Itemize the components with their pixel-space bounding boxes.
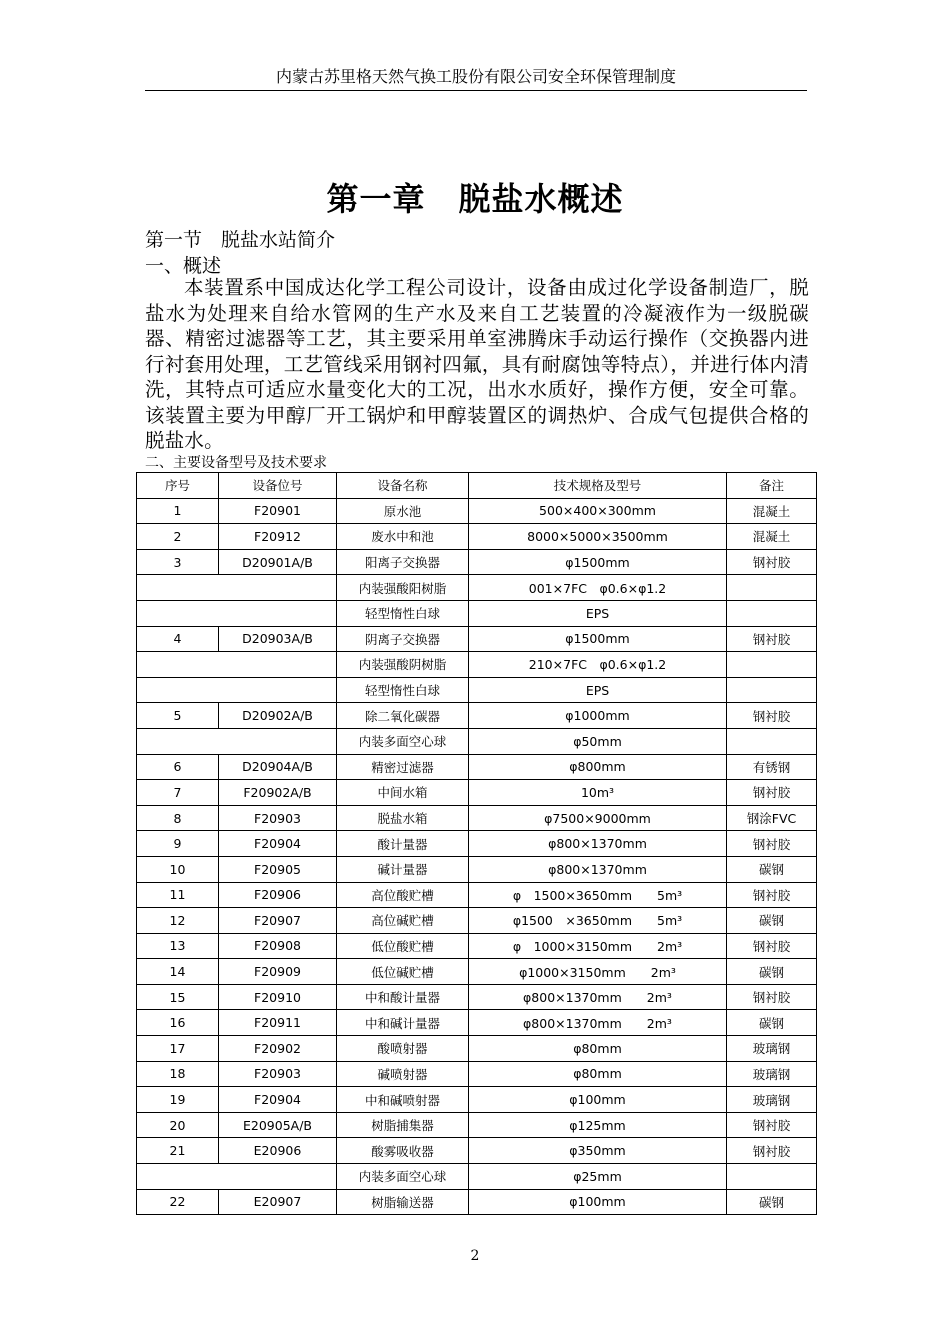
cell-note (727, 652, 817, 678)
table-row (137, 856, 817, 882)
cell-name: 精密过滤器 (337, 754, 469, 780)
cell-tag: D20902A/B (219, 703, 337, 729)
cell-name: 低位碱贮槽 (337, 959, 469, 985)
chapter-title: 第一章 脱盐水概述 (326, 180, 624, 218)
cell-tag: F20912 (219, 524, 337, 550)
cell-spec: 210×7FC φ0.6×φ1.2 (469, 652, 727, 678)
cell-spec: φ25mm (469, 1164, 727, 1190)
cell-spec: EPS (469, 600, 727, 626)
cell-no: 12 (137, 908, 219, 934)
cell-note: 碳钢 (727, 908, 817, 934)
table-row (137, 1087, 817, 1113)
cell-note: 钢衬胶 (727, 703, 817, 729)
table-subrow (137, 728, 817, 754)
cell-note: 钢衬胶 (727, 780, 817, 806)
cell-name: 高位酸贮槽 (337, 882, 469, 908)
cell-tag: F20903 (219, 1061, 337, 1087)
table-row (137, 1036, 817, 1062)
cell-name: 轻型惰性白球 (337, 677, 469, 703)
table-subrow (137, 652, 817, 678)
cell-no: 6 (137, 754, 219, 780)
cell-spec: φ800×1370mm (469, 856, 727, 882)
cell-spec: φ1500 ×3650mm 5m³ (469, 908, 727, 934)
cell-name: 酸喷射器 (337, 1036, 469, 1062)
cell-name: 碱计量器 (337, 856, 469, 882)
cell-spec: φ1500mm (469, 549, 727, 575)
cell-note: 钢衬胶 (727, 626, 817, 652)
cell-spec: φ50mm (469, 728, 727, 754)
cell-tag: F20902A/B (219, 780, 337, 806)
cell-spec: 500×400×300mm (469, 498, 727, 524)
cell-name: 阴离子交换器 (337, 626, 469, 652)
header-no: 序号 (137, 473, 219, 499)
cell-name: 中和碱喷射器 (337, 1087, 469, 1113)
cell-name: 树脂输送器 (337, 1189, 469, 1215)
table-subrow (137, 575, 817, 601)
cell-name: 碱喷射器 (337, 1061, 469, 1087)
cell-spec: φ100mm (469, 1189, 727, 1215)
cell-spec: φ100mm (469, 1087, 727, 1113)
cell-name: 原水池 (337, 498, 469, 524)
table-row (137, 626, 817, 652)
cell-spec: φ800×1370mm 2m³ (469, 1010, 727, 1036)
cell-spec: EPS (469, 677, 727, 703)
cell-tag: F20903 (219, 805, 337, 831)
cell-tag: F20907 (219, 908, 337, 934)
table-row (137, 498, 817, 524)
table-row (137, 984, 817, 1010)
cell-note (727, 575, 817, 601)
cell-name: 脱盐水箱 (337, 805, 469, 831)
table-subrow (137, 677, 817, 703)
cell-spec: φ125mm (469, 1112, 727, 1138)
cell-empty (137, 677, 337, 703)
cell-spec: φ1500mm (469, 626, 727, 652)
cell-note: 碳钢 (727, 1010, 817, 1036)
table-row (137, 754, 817, 780)
page-header: 内蒙古苏里格天然气换工股份有限公司安全环保管理制度 (275, 67, 676, 86)
cell-note (727, 600, 817, 626)
cell-no: 21 (137, 1138, 219, 1164)
table-row (137, 1112, 817, 1138)
header-tag: 设备位号 (219, 473, 337, 499)
cell-spec: φ7500×9000mm (469, 805, 727, 831)
cell-tag: F20906 (219, 882, 337, 908)
table-row (137, 933, 817, 959)
cell-spec: φ80mm (469, 1061, 727, 1087)
table-body (137, 498, 817, 1215)
table-row (137, 703, 817, 729)
cell-no: 13 (137, 933, 219, 959)
table-row (137, 549, 817, 575)
cell-name: 废水中和池 (337, 524, 469, 550)
cell-note: 混凝土 (727, 498, 817, 524)
section-title: 第一节 脱盐水站简介 (145, 229, 336, 251)
cell-note (727, 677, 817, 703)
cell-name: 内装多面空心球 (337, 728, 469, 754)
cell-note: 混凝土 (727, 524, 817, 550)
equipment-table (136, 472, 817, 1215)
cell-no: 14 (137, 959, 219, 985)
cell-empty (137, 600, 337, 626)
cell-spec: φ350mm (469, 1138, 727, 1164)
table-row (137, 524, 817, 550)
table-caption: 二、主要设备型号及技术要求 (145, 455, 327, 471)
cell-name: 阳离子交换器 (337, 549, 469, 575)
cell-no: 4 (137, 626, 219, 652)
cell-tag: D20904A/B (219, 754, 337, 780)
cell-no: 8 (137, 805, 219, 831)
table-row (137, 1189, 817, 1215)
cell-note: 钢衬胶 (727, 1138, 817, 1164)
header-note: 备注 (727, 473, 817, 499)
cell-no: 11 (137, 882, 219, 908)
table-row (137, 908, 817, 934)
cell-note (727, 1164, 817, 1190)
cell-tag: D20901A/B (219, 549, 337, 575)
cell-empty (137, 728, 337, 754)
cell-tag: F20908 (219, 933, 337, 959)
cell-tag: E20907 (219, 1189, 337, 1215)
cell-note: 钢衬胶 (727, 1112, 817, 1138)
cell-name: 除二氧化碳器 (337, 703, 469, 729)
cell-spec: φ 1500×3650mm 5m³ (469, 882, 727, 908)
cell-name: 酸计量器 (337, 831, 469, 857)
cell-note: 碳钢 (727, 856, 817, 882)
table-row (137, 1061, 817, 1087)
cell-spec: φ800×1370mm (469, 831, 727, 857)
table-subrow (137, 1164, 817, 1190)
cell-note: 有锈钢 (727, 754, 817, 780)
cell-spec: φ1000×3150mm 2m³ (469, 959, 727, 985)
cell-spec: 001×7FC φ0.6×φ1.2 (469, 575, 727, 601)
table-header-row (137, 473, 817, 499)
cell-name: 内装强酸阴树脂 (337, 652, 469, 678)
table-row (137, 831, 817, 857)
cell-name: 内装多面空心球 (337, 1164, 469, 1190)
cell-no: 20 (137, 1112, 219, 1138)
header-name: 设备名称 (337, 473, 469, 499)
table-subrow (137, 600, 817, 626)
cell-spec: 10m³ (469, 780, 727, 806)
cell-note: 玻璃钢 (727, 1087, 817, 1113)
cell-tag: D20903A/B (219, 626, 337, 652)
cell-tag: F20902 (219, 1036, 337, 1062)
cell-no: 9 (137, 831, 219, 857)
table-row (137, 882, 817, 908)
cell-tag: E20905A/B (219, 1112, 337, 1138)
cell-name: 酸雾吸收器 (337, 1138, 469, 1164)
overview-paragraph: 本装置系中国成达化学工程公司设计，设备由成过化学设备制造厂，脱盐水为处理来自给水管网的生产水及来自工艺装置的冷凝液作为一级脱碳器、精密过滤器等工艺，其主要采用单室沸腾床手动运行操作（交换器内进行衬套用处理，工艺管线采用钢衬四氟，具有耐腐蚀等特点），并进行体内清洗，其特点可适应水量变化大的工况，出水水质好，操作方便，安全可靠。该装置主要为甲醇厂开工锅炉和甲醇装置区的调热炉、合成气包提供合格的脱盐水。 (145, 276, 809, 452)
cell-no: 22 (137, 1189, 219, 1215)
cell-name: 轻型惰性白球 (337, 600, 469, 626)
cell-note: 钢衬胶 (727, 984, 817, 1010)
header-rule (145, 90, 807, 91)
cell-tag: F20911 (219, 1010, 337, 1036)
table-row (137, 959, 817, 985)
table-row (137, 1010, 817, 1036)
cell-note: 钢衬胶 (727, 549, 817, 575)
cell-no: 15 (137, 984, 219, 1010)
cell-no: 3 (137, 549, 219, 575)
cell-no: 18 (137, 1061, 219, 1087)
cell-tag: F20901 (219, 498, 337, 524)
cell-note: 钢涂FVC (727, 805, 817, 831)
cell-no: 19 (137, 1087, 219, 1113)
cell-no: 1 (137, 498, 219, 524)
cell-spec: φ1000mm (469, 703, 727, 729)
cell-name: 中和碱计量器 (337, 1010, 469, 1036)
cell-note: 玻璃钢 (727, 1061, 817, 1087)
cell-note: 碳钢 (727, 1189, 817, 1215)
cell-tag: F20905 (219, 856, 337, 882)
cell-spec: φ80mm (469, 1036, 727, 1062)
cell-no: 2 (137, 524, 219, 550)
cell-no: 17 (137, 1036, 219, 1062)
cell-name: 树脂捕集器 (337, 1112, 469, 1138)
cell-spec: 8000×5000×3500mm (469, 524, 727, 550)
cell-empty (137, 575, 337, 601)
cell-note: 钢衬胶 (727, 882, 817, 908)
table-row (137, 780, 817, 806)
cell-tag: F20904 (219, 1087, 337, 1113)
cell-no: 7 (137, 780, 219, 806)
cell-note: 钢衬胶 (727, 933, 817, 959)
cell-no: 10 (137, 856, 219, 882)
cell-name: 内装强酸阳树脂 (337, 575, 469, 601)
cell-spec: φ 1000×3150mm 2m³ (469, 933, 727, 959)
cell-note: 钢衬胶 (727, 831, 817, 857)
cell-tag: F20909 (219, 959, 337, 985)
cell-note (727, 728, 817, 754)
cell-empty (137, 652, 337, 678)
header-spec: 技术规格及型号 (469, 473, 727, 499)
cell-empty (137, 1164, 337, 1190)
table-row (137, 805, 817, 831)
cell-name: 低位酸贮槽 (337, 933, 469, 959)
page-number: 2 (470, 1248, 480, 1264)
cell-name: 中和酸计量器 (337, 984, 469, 1010)
cell-no: 5 (137, 703, 219, 729)
cell-tag: F20904 (219, 831, 337, 857)
table-row (137, 1138, 817, 1164)
cell-spec: φ800mm (469, 754, 727, 780)
cell-tag: F20910 (219, 984, 337, 1010)
cell-no: 16 (137, 1010, 219, 1036)
subsection-title: 一、概述 (145, 255, 222, 277)
cell-name: 高位碱贮槽 (337, 908, 469, 934)
cell-spec: φ800×1370mm 2m³ (469, 984, 727, 1010)
cell-tag: E20906 (219, 1138, 337, 1164)
cell-note: 碳钢 (727, 959, 817, 985)
cell-name: 中间水箱 (337, 780, 469, 806)
cell-note: 玻璃钢 (727, 1036, 817, 1062)
